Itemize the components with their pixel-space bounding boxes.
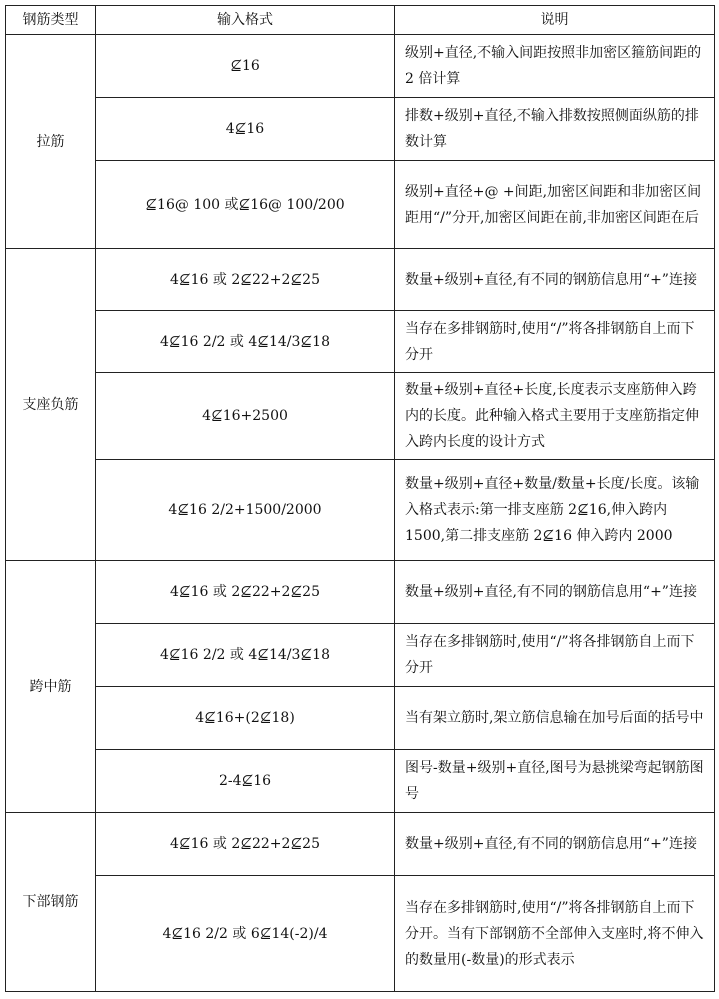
desc-cell: 级别+直径,不输入间距按照非加密区箍筋间距的 2 倍计算 <box>395 35 715 98</box>
format-cell: 4⊈16 或 2⊈22+2⊈25 <box>96 561 395 624</box>
format-cell: 4⊈16 2/2 或 4⊈14/3⊈18 <box>96 624 395 687</box>
table-row <box>6 561 715 624</box>
table-row <box>6 161 715 249</box>
rebar-input-format-table <box>5 5 715 992</box>
format-cell: 4⊈16+(2⊈18) <box>96 687 395 750</box>
format-cell: 4⊈16 2/2+1500/2000 <box>96 460 395 561</box>
header-row <box>6 6 715 35</box>
desc-cell: 排数+级别+直径,不输入排数按照侧面纵筋的排数计算 <box>395 98 715 161</box>
desc-cell: 数量+级别+直径,有不同的钢筋信息用“+”连接 <box>395 813 715 876</box>
rebar-type-cell: 支座负筋 <box>6 249 96 561</box>
format-cell: 4⊈16+2500 <box>96 373 395 460</box>
format-cell: 4⊈16 或 2⊈22+2⊈25 <box>96 249 395 311</box>
desc-cell: 数量+级别+直径+数量/数量+长度/长度。该输入格式表示:第一排支座筋 2⊈16,伸入跨内 1500,第二排支座筋 2⊈16 伸入跨内 2000 <box>395 460 715 561</box>
header-format: 输入格式 <box>96 6 395 35</box>
desc-cell: 数量+级别+直径,有不同的钢筋信息用“+”连接 <box>395 249 715 311</box>
table-row <box>6 624 715 687</box>
desc-cell: 当有架立筋时,架立筋信息输在加号后面的括号中 <box>395 687 715 750</box>
format-cell: 4⊈16 2/2 或 6⊈14(-2)/4 <box>96 876 395 992</box>
format-cell: ⊈16@ 100 或⊈16@ 100/200 <box>96 161 395 249</box>
table-row <box>6 249 715 311</box>
desc-cell: 图号-数量+级别+直径,图号为悬挑梁弯起钢筋图号 <box>395 750 715 813</box>
table-row <box>6 460 715 561</box>
header-type: 钢筋类型 <box>6 6 96 35</box>
desc-cell: 级别+直径+@ +间距,加密区间距和非加密区间距用“/”分开,加密区间距在前,非加密区间距在后 <box>395 161 715 249</box>
desc-cell: 当存在多排钢筋时,使用“/”将各排钢筋自上而下分开 <box>395 624 715 687</box>
rebar-type-cell: 跨中筋 <box>6 561 96 813</box>
desc-cell: 当存在多排钢筋时,使用“/”将各排钢筋自上而下分开。当有下部钢筋不全部伸入支座时,将不伸入的数量用(-数量)的形式表示 <box>395 876 715 992</box>
table-row <box>6 311 715 373</box>
format-cell: 2-4⊈16 <box>96 750 395 813</box>
format-cell: 4⊈16 <box>96 98 395 161</box>
format-cell: ⊈16 <box>96 35 395 98</box>
format-cell: 4⊈16 2/2 或 4⊈14/3⊈18 <box>96 311 395 373</box>
desc-cell: 当存在多排钢筋时,使用“/”将各排钢筋自上而下分开 <box>395 311 715 373</box>
desc-cell: 数量+级别+直径,有不同的钢筋信息用“+”连接 <box>395 561 715 624</box>
desc-cell: 数量+级别+直径+长度,长度表示支座筋伸入跨内的长度。此种输入格式主要用于支座筋指定伸入跨内长度的设计方式 <box>395 373 715 460</box>
table-row <box>6 35 715 98</box>
format-cell: 4⊈16 或 2⊈22+2⊈25 <box>96 813 395 876</box>
rebar-type-cell: 拉筋 <box>6 35 96 249</box>
table-row <box>6 876 715 992</box>
table-row <box>6 750 715 813</box>
table-row <box>6 813 715 876</box>
table-row <box>6 687 715 750</box>
table-row <box>6 373 715 460</box>
header-desc: 说明 <box>395 6 715 35</box>
rebar-type-cell: 下部钢筋 <box>6 813 96 992</box>
table-row <box>6 98 715 161</box>
